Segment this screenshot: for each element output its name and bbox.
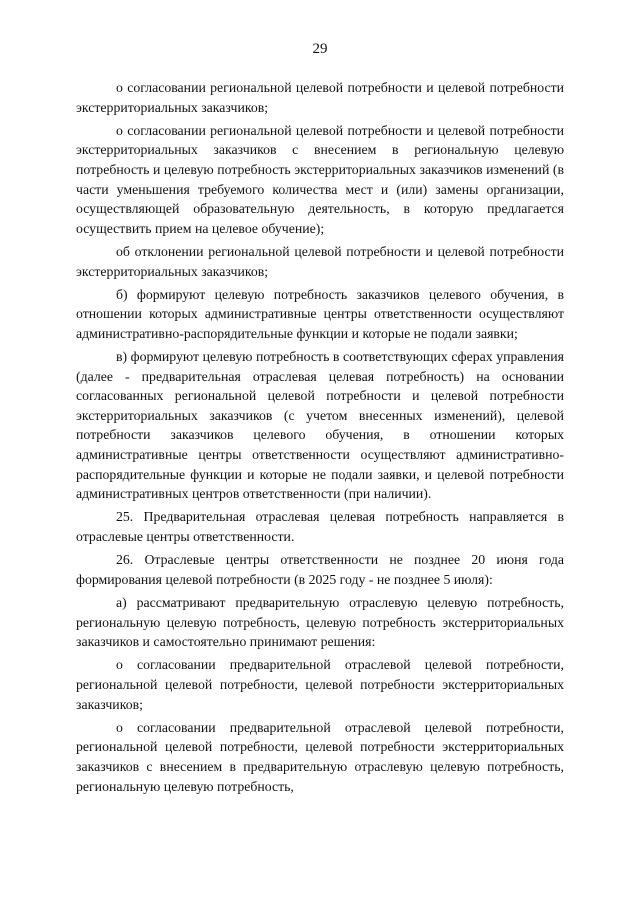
- paragraph-4: б) формируют целевую потребность заказчиков целевого обучения, в отношении которых административные центры ответственности осуществляют административно-распорядительные функции и которые не подали заявки;: [76, 286, 564, 341]
- paragraph-2: о согласовании региональной целевой потребности и целевой потребности экстерриториальных заказчиков с внесением в региональную целевую потребность и целевую потребность экстерриториальных заказчиков изменений (в части уменьшения требуемого количества мест и (или) замены организации, осуществляющей образовательную деятельность, в которую предлагается осуществить прием на целевое обучение);: [76, 122, 564, 236]
- document-body: [76, 78, 564, 800]
- paragraph-7: 26. Отраслевые центры ответственности не позднее 20 июня года формирования целевой потребности (в 2025 году - не позднее 5 июля):: [76, 552, 564, 587]
- paragraph-8: а) рассматривают предварительную отраслевую целевую потребность, региональную целевую потребность, целевую потребность экстерриториальных заказчиков и самостоятельно принимают решения:: [76, 595, 564, 650]
- paragraph-9: о согласовании предварительной отраслевой целевой потребности, региональной целевой потребности, целевой потребности экстерриториальных заказчиков;: [76, 657, 564, 712]
- paragraph-1: о согласовании региональной целевой потребности и целевой потребности экстерриториальных заказчиков;: [76, 80, 564, 115]
- paragraph-3: об отклонении региональной целевой потребности и целевой потребности экстерриториальных заказчиков;: [76, 243, 564, 279]
- paragraph-10: о согласовании предварительной отраслевой целевой потребности, региональной целевой потребности, целевой потребности экстерриториальных заказчиков с внесением в предварительную отраслевую целевую потребность, региональную целевую потребность,: [76, 719, 564, 794]
- paragraph-5: в) формируют целевую потребность в соответствующих сферах управления (далее - предварительная отраслевая целевая потребность) на основании согласованных региональной целевой потребности и целевой потребности экстерриториальных заказчиков (с учетом внесенных изменений), целевой потребности заказчиков целевого обучения, в отношении которых административные центры ответственности осуществляют административно-распорядительные функции и которые не подали заявки, и целевой потребности административных центров ответственности (при наличии).: [76, 349, 564, 502]
- paragraph-6: 25. Предварительная отраслевая целевая потребность направляется в отраслевые центры ответственности.: [76, 509, 564, 545]
- page-number: 29: [312, 41, 328, 57]
